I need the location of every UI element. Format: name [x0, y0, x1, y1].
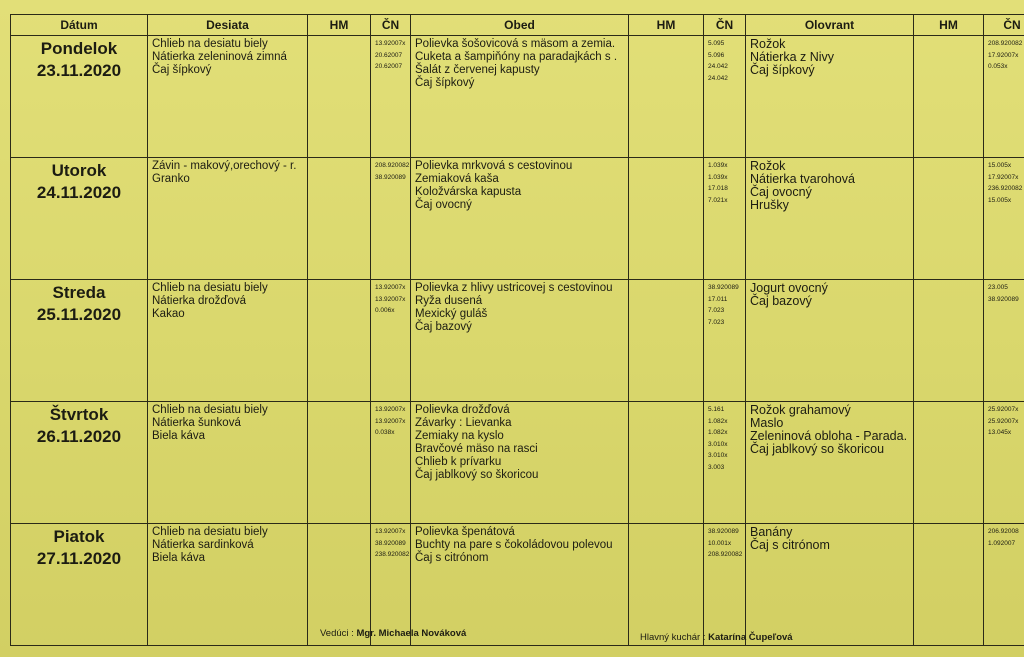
afternoon-item: Čaj jablkový so škoricou	[750, 442, 885, 456]
cn-value: 24.042	[708, 74, 728, 82]
snack-cell	[148, 36, 308, 158]
snack-item: Nátierka drožďová	[152, 295, 246, 307]
cn-value: 208.920082	[708, 551, 743, 558]
snack-item: Závin - makový,orechový - r.	[152, 160, 297, 172]
lunch-cell	[411, 280, 629, 402]
cn-value: 23.005	[988, 284, 1008, 291]
hm-lunch-cell	[629, 402, 704, 524]
header-snack: Desiata	[148, 15, 308, 36]
cn-value: 38.920089	[708, 528, 739, 535]
cn-value: 208.920082	[988, 40, 1023, 47]
hm-afternoon-cell	[914, 36, 984, 158]
day-name: Pondelok	[40, 39, 118, 58]
day-name: Streda	[52, 283, 106, 302]
cn-value: 206.92008	[988, 528, 1019, 535]
day-cell	[11, 524, 148, 646]
cn-value: 17.92007x	[988, 173, 1019, 181]
snack-item: Nátierka šunková	[152, 417, 241, 429]
snack-item: Granko	[152, 173, 190, 185]
cn-value: 3.003	[708, 463, 725, 471]
snack-item: Kakao	[152, 308, 185, 320]
lunch-item: Čaj s citrónom	[415, 552, 489, 564]
lunch-cell	[411, 36, 629, 158]
cn-value: 1.082x	[708, 429, 728, 436]
hm-lunch-cell	[629, 280, 704, 402]
afternoon-item: Banány	[750, 525, 793, 539]
day-row	[11, 36, 1024, 158]
cn-afternoon-cell	[984, 524, 1024, 646]
cn-value: 0.006x	[375, 307, 395, 314]
cn-snack-cell	[371, 158, 411, 280]
cn-value: 5.095	[708, 40, 725, 47]
afternoon-item: Rožok	[750, 37, 786, 51]
afternoon-item: Rožok grahamový	[750, 403, 851, 417]
cn-value: 38.920089	[375, 539, 406, 547]
afternoon-item: Nátierka z Nivy	[750, 50, 835, 64]
lunch-item: Čaj bazový	[415, 321, 472, 333]
lunch-item: Polievka šošovicová s mäsom a zemia.	[415, 38, 616, 50]
cn-value: 3.010x	[708, 452, 728, 459]
lunch-item: Zemiaky na kyslo	[415, 430, 504, 442]
lunch-item: Zemiaková kaša	[415, 173, 499, 185]
manager-label: Vedúci :	[320, 628, 354, 639]
hm-afternoon-cell	[914, 158, 984, 280]
cn-value: 238.920082	[375, 551, 410, 558]
cn-value: 0.053x	[988, 63, 1008, 70]
cn-value: 20.62007	[375, 51, 403, 59]
snack-item: Čaj šípkový	[152, 64, 212, 76]
snack-item: Chlieb na desiatu biely	[152, 404, 268, 416]
header-cn-lunch: ČN	[704, 15, 746, 36]
snack-cell	[148, 524, 308, 646]
cn-value: 13.92007x	[375, 417, 406, 425]
cn-snack-cell	[371, 280, 411, 402]
day-cell	[11, 280, 148, 402]
afternoon-item: Jogurt ovocný	[750, 281, 828, 295]
cn-value: 5.161	[708, 406, 725, 413]
day-cell	[11, 158, 148, 280]
cn-value: 236.920082	[988, 185, 1023, 192]
hm-snack-cell	[308, 402, 371, 524]
day-row	[11, 158, 1024, 280]
cn-value: 17.018	[708, 185, 728, 192]
snack-item: Nátierka sardinková	[152, 539, 254, 551]
hm-snack-cell	[308, 280, 371, 402]
snack-cell	[148, 280, 308, 402]
afternoon-item: Rožok	[750, 159, 786, 173]
header-hm-lunch: HM	[629, 15, 704, 36]
hm-snack-cell	[308, 36, 371, 158]
cn-afternoon-cell	[984, 402, 1024, 524]
cn-value: 1.039x	[708, 173, 728, 181]
cn-lunch-cell	[704, 158, 746, 280]
afternoon-cell	[746, 36, 914, 158]
snack-item: Nátierka zeleninová zimná	[152, 51, 287, 63]
cn-value: 38.920089	[375, 173, 406, 181]
lunch-item: Čaj šípkový	[415, 77, 475, 89]
day-name: Piatok	[53, 527, 105, 546]
day-date: 26.11.2020	[36, 427, 122, 446]
manager-name: Mgr. Michaela Nováková	[356, 628, 467, 639]
cn-value: 7.023	[708, 307, 725, 314]
header-afternoon: Olovrant	[746, 15, 914, 36]
snack-item: Chlieb na desiatu biely	[152, 38, 268, 50]
afternoon-cell	[746, 158, 914, 280]
hm-lunch-cell	[629, 158, 704, 280]
afternoon-cell	[746, 524, 914, 646]
lunch-item: Polievka drožďová	[415, 404, 510, 416]
cn-value: 1.092007	[988, 539, 1016, 547]
chef-name: Katarína Čupeľová	[708, 632, 793, 643]
cn-value: 7.023	[708, 318, 725, 326]
afternoon-item: Čaj bazový	[750, 294, 812, 308]
afternoon-item: Maslo	[750, 416, 784, 430]
cn-value: 15.005x	[988, 162, 1012, 169]
day-date: 23.11.2020	[36, 61, 122, 80]
lunch-item: Závarky : Lievanka	[415, 417, 512, 429]
cn-value: 20.62007	[375, 63, 403, 70]
cn-value: 13.92007x	[375, 528, 406, 535]
cn-value: 13.045x	[988, 429, 1012, 436]
cn-value: 0.038x	[375, 429, 395, 436]
cn-value: 1.039x	[708, 162, 728, 169]
snack-item: Chlieb na desiatu biely	[152, 282, 268, 294]
cn-value: 5.096	[708, 51, 725, 59]
cn-value: 13.92007x	[375, 295, 406, 303]
hm-lunch-cell	[629, 36, 704, 158]
chef-label: Hlavný kuchár :	[640, 632, 706, 643]
lunch-item: Cuketa a šampiňóny na paradajkách s .	[415, 51, 618, 63]
lunch-item: Šalát z červenej kapusty	[415, 64, 540, 76]
cn-lunch-cell	[704, 280, 746, 402]
cn-value: 15.005x	[988, 196, 1012, 204]
day-date: 25.11.2020	[36, 305, 122, 324]
lunch-item: Čaj ovocný	[415, 199, 472, 211]
lunch-item: Buchty na pare s čokoládovou polevou	[415, 539, 613, 551]
lunch-item: Polievka z hlivy ustricovej s cestovinou	[415, 282, 613, 294]
cn-value: 13.92007x	[375, 40, 406, 47]
afternoon-item: Čaj šípkový	[750, 63, 815, 77]
hm-afternoon-cell	[914, 402, 984, 524]
snack-item: Biela káva	[152, 430, 206, 442]
snack-item: Biela káva	[152, 552, 206, 564]
cn-lunch-cell	[704, 402, 746, 524]
day-date: 27.11.2020	[36, 549, 122, 568]
day-cell	[11, 36, 148, 158]
header-hm-snack: HM	[308, 15, 371, 36]
cn-value: 208.920082	[375, 162, 410, 169]
hm-lunch-cell	[629, 524, 704, 646]
afternoon-item: Nátierka tvarohová	[750, 172, 855, 186]
header-row	[11, 15, 1024, 36]
header-hm-afternoon: HM	[914, 15, 984, 36]
afternoon-item: Čaj ovocný	[750, 185, 812, 199]
afternoon-cell	[746, 280, 914, 402]
cn-value: 25.92007x	[988, 406, 1019, 413]
lunch-cell	[411, 402, 629, 524]
hm-afternoon-cell	[914, 524, 984, 646]
manager-signature	[320, 628, 466, 639]
cn-snack-cell	[371, 36, 411, 158]
lunch-item: Polievka mrkvová s cestovinou	[415, 160, 573, 172]
cn-value: 17.92007x	[988, 51, 1019, 59]
cn-value: 13.92007x	[375, 284, 406, 291]
day-row	[11, 524, 1024, 646]
day-row	[11, 402, 1024, 524]
snack-item: Chlieb na desiatu biely	[152, 526, 268, 538]
header-lunch: Obed	[411, 15, 629, 36]
day-cell	[11, 402, 148, 524]
cn-value: 7.021x	[708, 196, 728, 204]
lunch-item: Chlieb k prívarku	[415, 456, 502, 468]
header-cn-afternoon: ČN	[984, 15, 1024, 36]
day-name: Utorok	[51, 161, 107, 180]
snack-cell	[148, 402, 308, 524]
cn-snack-cell	[371, 402, 411, 524]
lunch-item: Čaj jablkový so škoricou	[415, 469, 539, 481]
cn-afternoon-cell	[984, 158, 1024, 280]
header-date: Dátum	[11, 15, 148, 36]
lunch-item: Mexický guláš	[415, 308, 488, 320]
lunch-item: Bravčové mäso na rasci	[415, 443, 538, 455]
cn-value: 1.082x	[708, 417, 728, 425]
cn-value: 24.042	[708, 63, 728, 70]
lunch-item: Ryža dusená	[415, 295, 483, 307]
cn-value: 10.001x	[708, 539, 732, 547]
afternoon-item: Čaj s citrónom	[750, 538, 830, 552]
chef-signature	[640, 632, 793, 643]
cn-lunch-cell	[704, 36, 746, 158]
day-date: 24.11.2020	[36, 183, 122, 202]
cn-value: 38.920089	[708, 284, 739, 291]
cn-afternoon-cell	[984, 36, 1024, 158]
hm-snack-cell	[308, 158, 371, 280]
afternoon-item: Zeleninová obloha - Parada.	[750, 429, 908, 443]
day-row	[11, 280, 1024, 402]
weekly-menu-table	[10, 14, 1024, 646]
lunch-cell	[411, 158, 629, 280]
cn-value: 17.011	[708, 295, 728, 303]
cn-value: 13.92007x	[375, 406, 406, 413]
afternoon-cell	[746, 402, 914, 524]
afternoon-item: Hrušky	[750, 198, 789, 212]
snack-cell	[148, 158, 308, 280]
cn-value: 25.92007x	[988, 417, 1019, 425]
cn-value: 3.010x	[708, 440, 728, 448]
day-name: Štvrtok	[49, 405, 109, 424]
cn-value: 38.920089	[988, 295, 1019, 303]
lunch-item: Koložvárska kapusta	[415, 186, 522, 198]
lunch-item: Polievka špenátová	[415, 526, 515, 538]
cn-afternoon-cell	[984, 280, 1024, 402]
header-cn-snack: ČN	[371, 15, 411, 36]
cn-lunch-cell	[704, 524, 746, 646]
hm-afternoon-cell	[914, 280, 984, 402]
